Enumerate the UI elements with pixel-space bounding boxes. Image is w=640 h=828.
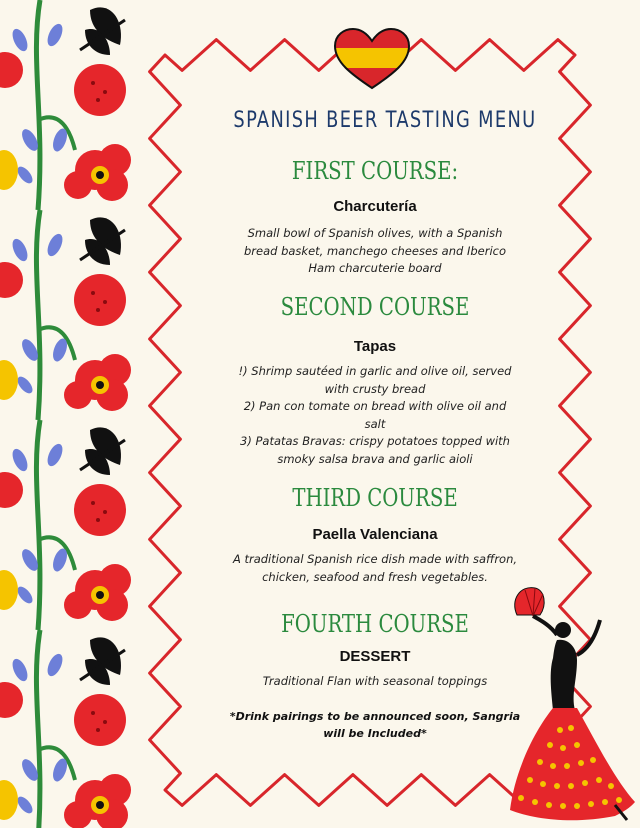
course-heading-fourth: FOURTH COURSE bbox=[281, 610, 469, 638]
note-line: will be Included* bbox=[323, 727, 427, 740]
menu-title: SPANISH BEER TASTING MENU bbox=[233, 108, 537, 133]
description-line: with crusty bread bbox=[324, 381, 426, 396]
floral-pattern-strip bbox=[0, 0, 135, 828]
description-line: A traditional Spanish rice dish made with saffron, bbox=[232, 552, 518, 566]
description-line: Small bowl of Spanish olives, with a Spanish bbox=[247, 226, 503, 240]
description-line: !) Shrimp sautéed in garlic and olive oil, served bbox=[238, 364, 512, 378]
dish-name-fourth: DESSERT bbox=[339, 648, 411, 665]
description-line: chicken, seafood and fresh vegetables. bbox=[262, 569, 488, 584]
description-line: Traditional Flan with seasonal toppings bbox=[262, 674, 488, 688]
course-heading-second: SECOND COURSE bbox=[280, 293, 470, 321]
description-line: salt bbox=[364, 416, 386, 431]
dish-description-first bbox=[215, 225, 535, 278]
note-line: *Drink pairings to be announced soon, Sangria bbox=[229, 710, 521, 723]
description-line: bread basket, manchego cheeses and Iberico bbox=[243, 243, 507, 258]
course-heading-third: THIRD COURSE bbox=[292, 484, 458, 512]
description-line: Ham charcuterie board bbox=[308, 261, 442, 275]
dish-name-third: Paella Valenciana bbox=[312, 526, 438, 543]
description-line: 3) Patatas Bravas: crispy potatoes topped with bbox=[240, 434, 510, 448]
description-line: smoky salsa brava and garlic aioli bbox=[277, 451, 473, 466]
dish-description-fourth bbox=[215, 673, 535, 691]
drink-pairings-note bbox=[215, 708, 535, 742]
dish-name-second: Tapas bbox=[353, 338, 397, 355]
description-line: 2) Pan con tomate on bread with olive oil and bbox=[243, 399, 507, 413]
course-heading-first: FIRST COURSE: bbox=[291, 157, 459, 185]
dish-name-first: Charcutería bbox=[333, 198, 417, 215]
dish-description-second bbox=[215, 363, 535, 468]
dish-description-third bbox=[215, 551, 535, 586]
spanish-flag-heart-icon bbox=[331, 26, 413, 92]
flamenco-dancer-illustration bbox=[505, 580, 640, 828]
